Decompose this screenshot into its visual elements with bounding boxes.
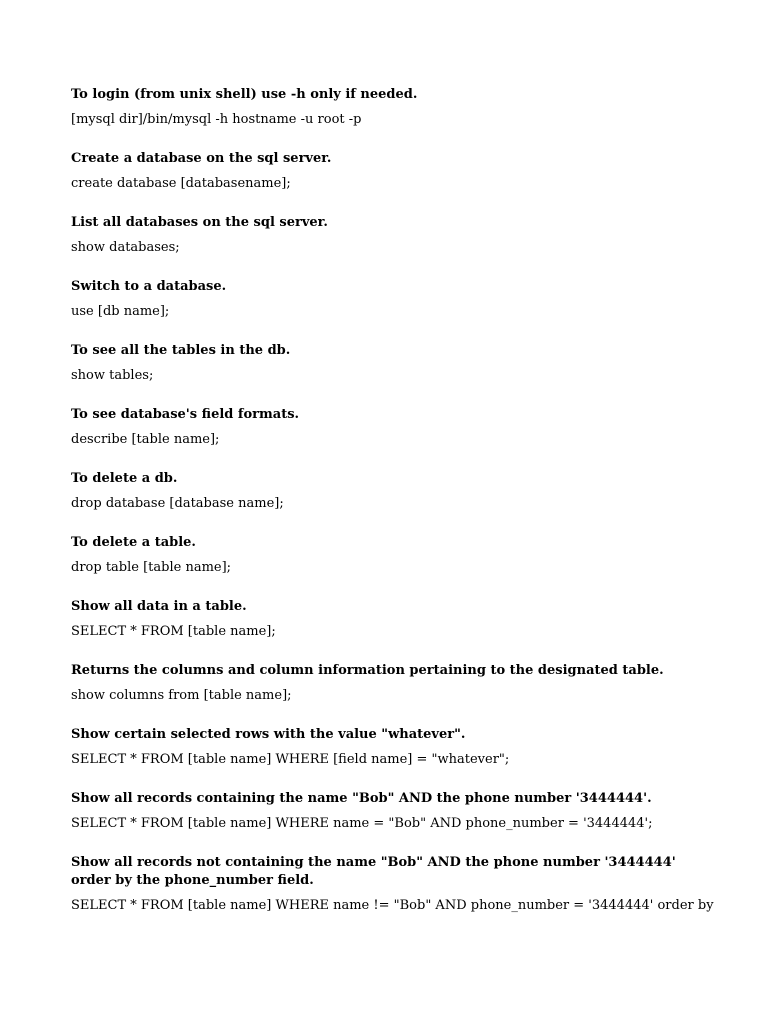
document-page [71,86,714,915]
entry-drop-database [71,470,711,513]
entry-describe [71,406,711,449]
entry-heading: Create a database on the sql server. [71,151,332,166]
entry-heading: To login (from unix shell) use -h only if needed. [71,87,418,102]
entry-select-not-bob [71,854,714,915]
entry-show-tables [71,342,711,385]
entry-command: [mysql dir]/bin/mysql -h hostname -u root -p [71,112,362,127]
entry-command: use [db name]; [71,304,170,319]
entry-heading: Show all records not containing the name "Bob" AND the phone number '3444444' order by the phone_number field. [71,855,676,888]
entry-command: SELECT * FROM [table name]; [71,624,276,639]
entry-select-bob [71,790,711,833]
entry-login [71,86,711,129]
entry-heading: To see database's field formats. [71,407,300,422]
entry-heading: To see all the tables in the db. [71,343,291,358]
entry-heading: To delete a table. [71,535,196,550]
entry-command: show columns from [table name]; [71,688,292,703]
entry-command: drop database [database name]; [71,496,284,511]
entry-command: SELECT * FROM [table name] WHERE [field name] = "whatever"; [71,752,510,767]
entry-select-where [71,726,711,769]
entry-command: create database [databasename]; [71,176,291,191]
entry-command: show databases; [71,240,180,255]
entry-switch-database [71,278,711,321]
entry-heading: List all databases on the sql server. [71,215,328,230]
entry-command: describe [table name]; [71,432,220,447]
entry-heading: Returns the columns and column information pertaining to the designated table. [71,663,664,678]
entry-command: drop table [table name]; [71,560,232,575]
entry-create-database [71,150,711,193]
entry-drop-table [71,534,711,577]
entry-heading: Show all records containing the name "Bob" AND the phone number '3444444'. [71,791,652,806]
entry-command: SELECT * FROM [table name] WHERE name = "Bob" AND phone_number = '3444444'; [71,816,653,831]
entry-list-databases [71,214,711,257]
entry-heading: Show certain selected rows with the value "whatever". [71,727,466,742]
entry-command: show tables; [71,368,154,383]
entry-command: SELECT * FROM [table name] WHERE name != "Bob" AND phone_number = '3444444' order by [71,898,714,913]
entry-select-all [71,598,711,641]
entry-heading: To delete a db. [71,471,178,486]
entry-heading: Switch to a database. [71,279,227,294]
entry-heading: Show all data in a table. [71,599,247,614]
entry-show-columns [71,662,711,705]
